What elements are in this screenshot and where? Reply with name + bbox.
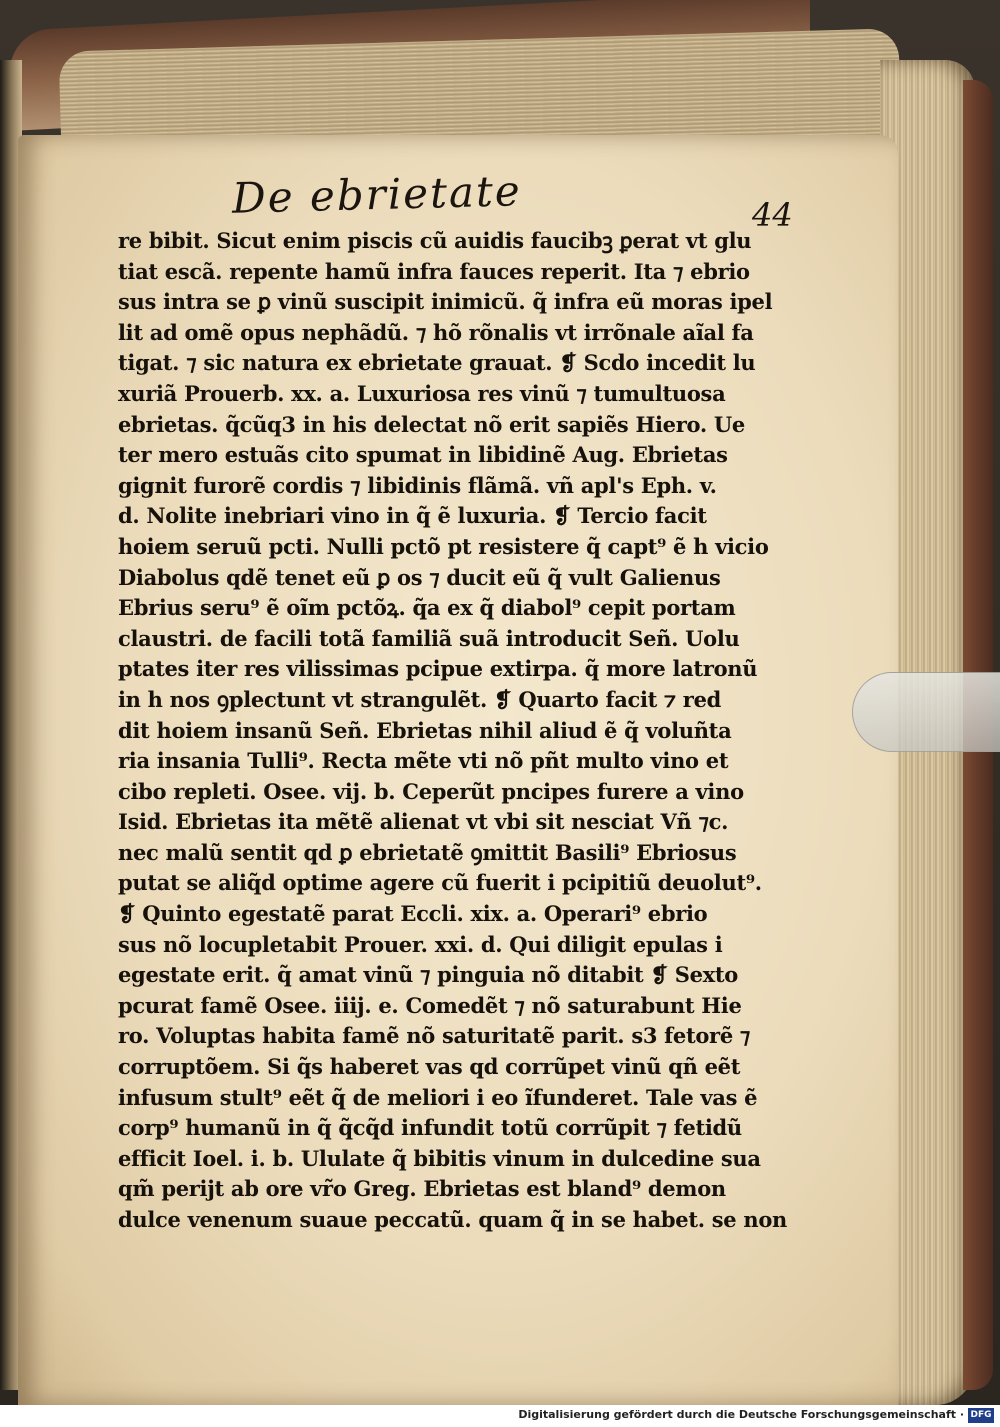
dfg-logo-icon: DFG: [968, 1408, 994, 1423]
credit-footer: [0, 1405, 1000, 1427]
text-line: corp⁹ humanũ in q̃ q̃cq̃d infundit totũ corrũpit ⁊ fetidũ: [118, 1115, 742, 1141]
text-line: claustri. de facili totã familiã suã introducit Señ. Uolu: [118, 625, 740, 651]
text-line: efficit Ioel. i. b. Ululate q̃ bibitis vinum in dulcedine sua: [118, 1145, 761, 1171]
text-line: nec malũ sentit qd ꝑ ebrietatẽ ꝯmittit Basili⁹ Ebriosus: [118, 839, 737, 865]
text-line: in h nos ꝯplectunt vt strangulẽt. ❡ Quarto facit ⁊ red: [118, 686, 722, 712]
text-line: ebrietas. q̃cũq3 in his delectat nõ erit sapiẽs Hiero. Ue: [118, 411, 745, 437]
text-line: hoiem seruũ pcti. Nulli pctõ pt resistere q̃ capt⁹ ẽ h vicio: [118, 533, 769, 559]
text-line: ❡ Quinto egestatẽ parat Eccli. xix. a. Operari⁹ ebrio: [118, 901, 708, 927]
text-line: re bibit. Sicut enim piscis cũ auidis faucibꝫ ꝑerat vt glu: [118, 228, 752, 253]
text-line: sus nõ locupletabit Prouer. xxi. d. Qui diligit epulas i: [118, 931, 723, 957]
text-line: Diabolus qdẽ tenet eũ ꝑ os ⁊ ducit eũ q̃ vult Galienus: [118, 564, 721, 590]
text-line: ptates iter res vilissimas pcipue extirpa. q̃ more latronũ: [118, 656, 758, 682]
text-line: gignit furorẽ cordis ⁊ libidinis flãmã. vñ apl's Eph. v.: [118, 472, 717, 498]
text-line: qm̃ perijt ab ore vr̃o Greg. Ebrietas est bland⁹ demon: [118, 1176, 726, 1202]
text-line: ro. Voluptas habita famẽ nõ saturitatẽ parit. s3 fetorẽ ⁊: [118, 1023, 751, 1049]
text-line: xuriã Prouerb. xx. a. Luxuriosa res vinũ ⁊ tumultuosa: [118, 380, 726, 406]
text-line: dit hoiem insanũ Señ. Ebrietas nihil aliud ẽ q̃ voluñta: [118, 717, 732, 743]
text-line: d. Nolite inebriari vino in q̃ ẽ luxuria. ❡ Tercio facit: [118, 503, 707, 529]
text-line: Ebrius seru⁹ ẽ oĩm pctõꝝ. q̃a ex q̃ diabol⁹ cepit portam: [118, 595, 736, 621]
folio-number: 44: [752, 196, 793, 234]
text-line: Isid. Ebrietas ita mẽtẽ alienat vt vbi sit nesciat Vñ ⁊c.: [118, 809, 729, 835]
text-line: tiat escã. repente hamũ infra fauces reperit. Ita ⁊ ebrio: [118, 258, 750, 284]
text-line: putat se aliq̃d optime agere cũ fuerit i pcipitiũ deuolut⁹.: [118, 870, 762, 896]
text-line: ria insania Tulli⁹. Recta mẽte vti nõ pñt multo vino et: [118, 748, 729, 774]
text-line: infusum stult⁹ eẽt q̃ de meliori i eo ĩfunderet. Tale vas ẽ: [118, 1084, 758, 1110]
handwritten-heading: De ebrietate: [231, 166, 523, 223]
text-line: cibo repleti. Osee. vij. b. Ceperũt pncipes furere a vino: [118, 778, 744, 804]
text-line: sus intra se ꝑ vinũ suscipit inimicũ. q̃ infra eũ moras ipel: [118, 289, 773, 315]
text-line: egestate erit. q̃ amat vinũ ⁊ pinguia nõ ditabit ❡ Sexto: [118, 962, 739, 988]
printed-text-block: [118, 226, 788, 1236]
text-line: ter mero estuãs cito spumat in libidinẽ Aug. Ebrietas: [118, 442, 728, 468]
text-line: pcurat famẽ Osee. iiij. e. Comedẽt ⁊ nõ saturabunt Hie: [118, 992, 742, 1018]
bookmark-tab: [852, 672, 1000, 752]
text-line: tigat. ⁊ sic natura ex ebrietate grauat. ❡ Scdo incedit lu: [118, 350, 756, 376]
funding-credit: Digitalisierung gefördert durch die Deutsche Forschungsgemeinschaft ·: [518, 1408, 964, 1421]
text-line: dulce venenum suaue peccatũ. quam q̃ in se habet. se non: [118, 1207, 788, 1232]
text-line: lit ad omẽ opus nephãdũ. ⁊ hõ rõnalis vt irrõnale aĩal fa: [118, 319, 754, 345]
text-line: corruptõem. Si q̃s haberet vas qd corrũpet vinũ qñ eẽt: [118, 1054, 741, 1080]
